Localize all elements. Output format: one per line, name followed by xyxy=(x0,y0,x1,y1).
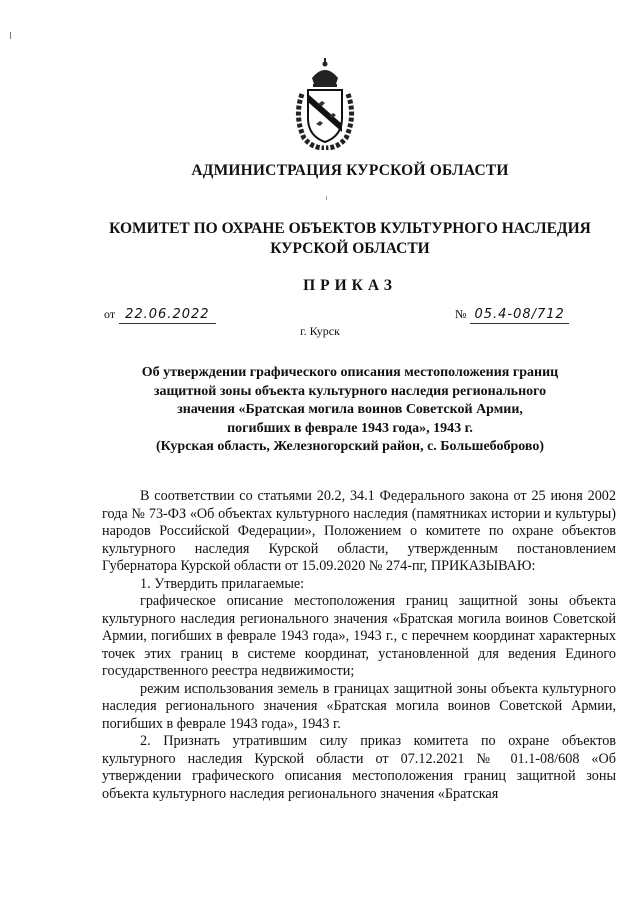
scan-mark xyxy=(326,196,327,200)
administration-title: АДМИНИСТРАЦИЯ КУРСКОЙ ОБЛАСТИ xyxy=(191,162,509,179)
committee-title-line2: КУРСКОЙ ОБЛАСТИ xyxy=(270,240,430,257)
subject-line: (Курская область, Железногорский район, с. Большебоброво) xyxy=(155,439,545,454)
paragraph-preamble: В соответствии со статьями 20.2, 34.1 Федерального закона от 25 июня 2002 года № 73-ФЗ «Об объектах культурного наследия (памятниках истории и культуры) народов Российской Федерации», Положением о комитете по охране объектов культурного наследия Курской области, утвержденным постановлением Губернатора Курской области от 15.09.2020 № 274-пг, ПРИКАЗЫВАЮ: xyxy=(102,488,616,574)
order-subject xyxy=(60,364,640,457)
order-number xyxy=(455,307,569,324)
number-value: 05.4-08/712 xyxy=(470,307,568,324)
kursk-oblast-coat-of-arms-icon xyxy=(292,58,358,150)
document-type-title: ПРИКАЗ xyxy=(303,277,397,294)
city: г. Курск xyxy=(300,324,340,338)
date-label: от xyxy=(104,307,116,321)
paragraph-graphic-description: графическое описание местоположения границ защитной зоны объекта культурного наследия регионального значения «Братская могила воинов Советской Армии, погибших в феврале 1943 года», 1943 г., с перечнем координат характерных точек этих границ в системе координат, установленной для ведения Единого государственного реестра недвижимости; xyxy=(102,593,616,679)
subject-line: значения «Братская могила воинов Советской Армии, xyxy=(177,402,523,417)
date-value: 22.06.2022 xyxy=(119,307,215,324)
order-body xyxy=(102,488,616,803)
paragraph-item-2: 2. Признать утратившим силу приказ комитета по охране объектов культурного наследия Курской области от 07.12.2021 № 01.1-08/608 «Об утверждении графического описания местоположения границ защитной зоны объекта культурного наследия регионального значения «Братская xyxy=(102,733,616,802)
scan-mark xyxy=(10,32,11,39)
committee-title xyxy=(60,219,640,259)
committee-title-line1: КОМИТЕТ ПО ОХРАНЕ ОБЪЕКТОВ КУЛЬТУРНОГО НАСЛЕДИЯ xyxy=(109,220,591,237)
subject-line: Об утверждении графического описания местоположения границ xyxy=(141,365,559,380)
order-date xyxy=(104,307,216,324)
subject-line: погибших в феврале 1943 года», 1943 г. xyxy=(227,420,473,436)
number-label: № xyxy=(455,307,467,321)
subject-line: защитной зоны объекта культурного наследия регионального xyxy=(153,383,547,399)
paragraph-item-1: 1. Утвердить прилагаемые: xyxy=(140,575,305,592)
paragraph-land-use-regime: режим использования земель в границах защитной зоны объекта культурного наследия регионального значения «Братская могила воинов Советской Армии, погибших в феврале 1943 года», 1943 г. xyxy=(102,680,616,732)
